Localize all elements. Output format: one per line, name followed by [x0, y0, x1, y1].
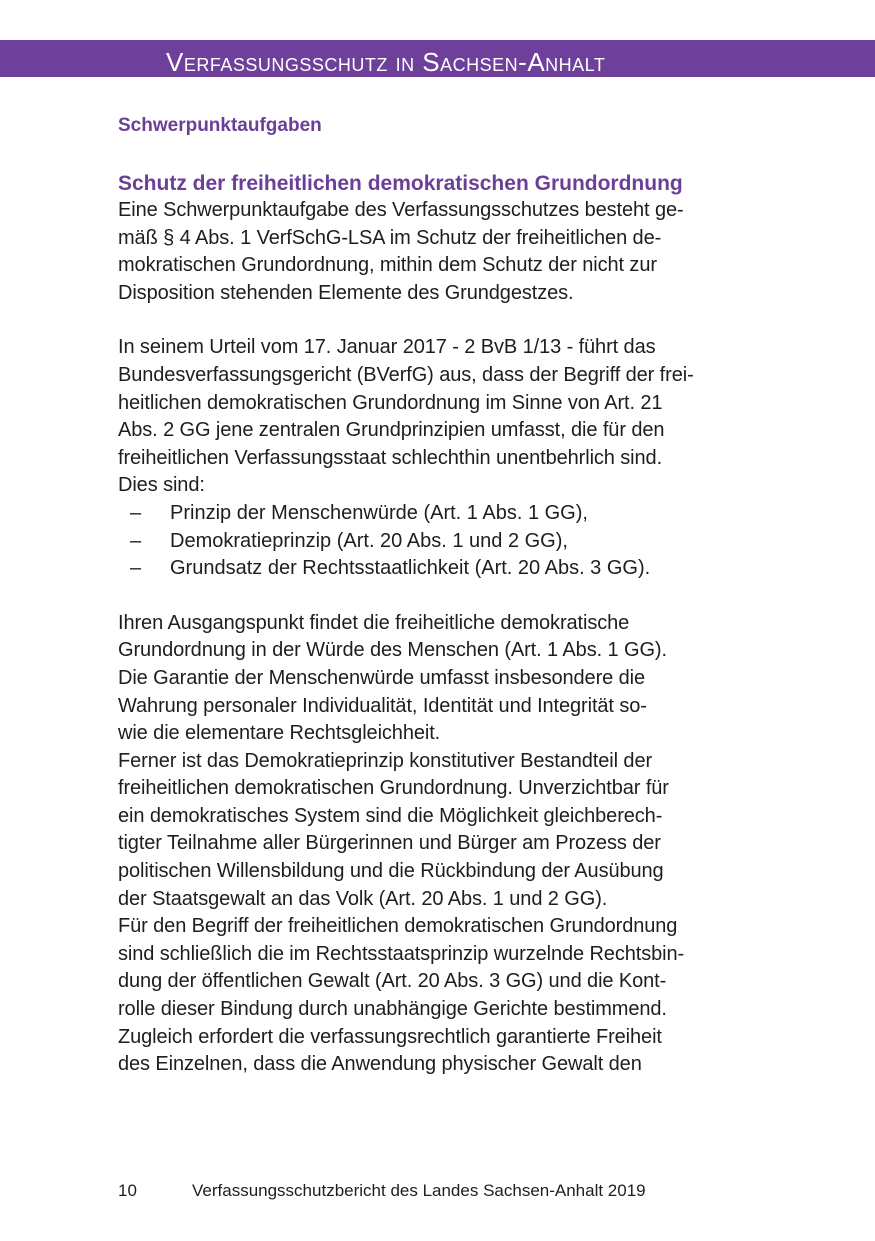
page-number: 10 [118, 1181, 137, 1200]
dash-bullet: – [130, 557, 142, 580]
page-title: Verfassungsschutz in Sachsen-Anhalt [166, 47, 606, 77]
main-content [118, 112, 760, 1079]
paragraph-dignity: Ihren Ausgangspunkt findet die freiheitliche demokratische Grundordnung in der Würde des Menschen (Art. 1 Abs. 1 GG). Die Garantie der Menschenwürde umfasst insbesondere die Wahrung personaler Individualität, Identität und Integrität so- wie die elementare Rechtsgleichheit. [118, 611, 667, 745]
list-item-text: Demokratieprinzip (Art. 20 Abs. 1 und 2 GG), [170, 529, 568, 552]
paragraph-intro: Eine Schwerpunktaufgabe des Verfassungsschutzes besteht ge- mäß § 4 Abs. 1 VerfSchG-LSA im Schutz der freiheitlichen de- mokratischen Grundordnung, mithin dem Schutz der nicht zur Disposition stehenden Elemente des Grundgestzes. [118, 199, 684, 304]
principles-list [118, 500, 760, 583]
section-heading: Schwerpunktaufgaben [118, 115, 322, 136]
paragraph-spacer [118, 307, 760, 334]
paragraph-democracy: Ferner ist das Demokratieprinzip konstitutiver Bestandteil der freiheitlichen demokratischen Grundordnung. Unverzichtbar für ein demokratisches System sind die Möglichkeit gleichberech- tigter Teilnahme aller Bürgerinnen und Bürger am Prozess der politischen Willensbildung und die Rückbindung der Ausübung der Staatsgewalt an das Volk (Art. 20 Abs. 1 und 2 GG). [118, 749, 669, 910]
dash-bullet: – [130, 501, 142, 524]
publication-title: Verfassungsschutzbericht des Landes Sachsen-Anhalt 2019 [192, 1181, 646, 1200]
paragraph-judgment: In seinem Urteil vom 17. Januar 2017 - 2 BvB 1/13 - führt das Bundesverfassungsgericht (BVerfG) aus, dass der Begriff der frei- heitlichen demokratischen Grundordnung im Sinne von Art. 21 Abs. 2 GG jene zentralen Grundprinzipien umfasst, die für den freiheitlichen Verfassungsstaat schlechthin unentbehrlich sind. Dies sind: [118, 336, 694, 497]
paragraph-spacer [118, 583, 760, 610]
list-item-text: Prinzip der Menschenwürde (Art. 1 Abs. 1 GG), [170, 501, 588, 524]
paragraph-rule-of-law: Für den Begriff der freiheitlichen demokratischen Grundordnung sind schließlich die im Rechtsstaatsprinzip wurzelnde Rechtsbin- dung der öffentlichen Gewalt (Art. 20 Abs. 3 GG) und die Kont- rolle dieser Bindung durch unabhängige Gerichte bestimmend. Zugleich erfordert die verfassungsrechtlich garantierte Freiheit des Einzelnen, dass die Anwendung physischer Gewalt den [118, 915, 685, 1076]
list-item [118, 555, 760, 583]
list-item [118, 528, 760, 556]
list-item-text: Grundsatz der Rechtsstaatlichkeit (Art. 20 Abs. 3 GG). [170, 557, 651, 580]
page-footer [118, 1181, 646, 1201]
list-item [118, 500, 760, 528]
dash-bullet: – [130, 529, 142, 552]
subheading: Schutz der freiheitlichen demokratischen Grundordnung [118, 172, 683, 195]
